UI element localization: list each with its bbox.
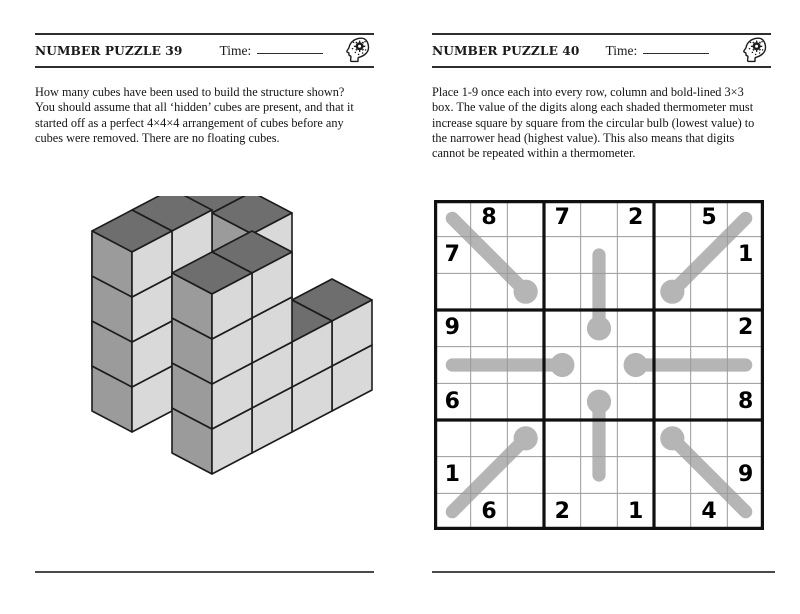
sudoku-empty-cell[interactable] [507, 273, 544, 310]
sudoku-digit: 5 [701, 205, 717, 231]
sudoku-empty-cell[interactable] [471, 273, 508, 310]
sudoku-given-cell[interactable] [691, 200, 728, 237]
sudoku-empty-cell[interactable] [654, 347, 691, 384]
sudoku-empty-cell[interactable] [544, 237, 581, 274]
sudoku-empty-cell[interactable] [434, 347, 471, 384]
sudoku-given-cell[interactable] [434, 310, 471, 347]
sudoku-empty-cell[interactable] [691, 457, 728, 494]
sudoku-given-cell[interactable] [727, 383, 764, 420]
sudoku-empty-cell[interactable] [507, 420, 544, 457]
sudoku-empty-cell[interactable] [544, 420, 581, 457]
sudoku-empty-cell[interactable] [507, 493, 544, 530]
footer-rule-left [35, 571, 374, 573]
puzzle-panel-right [400, 0, 800, 614]
time-label: Time: [219, 42, 252, 58]
time-label-right: Time: [605, 42, 638, 58]
sudoku-given-cell[interactable] [544, 493, 581, 530]
sudoku-empty-cell[interactable] [654, 457, 691, 494]
sudoku-empty-cell[interactable] [581, 493, 618, 530]
sudoku-digit: 9 [738, 461, 754, 487]
sudoku-given-cell[interactable] [727, 237, 764, 274]
sudoku-empty-cell[interactable] [507, 383, 544, 420]
sudoku-empty-cell[interactable] [654, 383, 691, 420]
cube-structure-figure [32, 196, 392, 541]
sudoku-empty-cell[interactable] [581, 310, 618, 347]
sudoku-digit: 7 [554, 205, 570, 231]
sudoku-empty-cell[interactable] [654, 237, 691, 274]
sudoku-empty-cell[interactable] [727, 493, 764, 530]
footer-rule-right [432, 571, 775, 573]
sudoku-empty-cell[interactable] [581, 200, 618, 237]
sudoku-digit: 1 [738, 241, 754, 267]
sudoku-empty-cell[interactable] [581, 237, 618, 274]
sudoku-empty-cell[interactable] [727, 420, 764, 457]
sudoku-empty-cell[interactable] [654, 273, 691, 310]
sudoku-puzzle[interactable] [434, 200, 764, 530]
sudoku-given-cell[interactable] [434, 237, 471, 274]
time-entry-left [219, 43, 323, 59]
sudoku-empty-cell[interactable] [617, 273, 654, 310]
sudoku-empty-cell[interactable] [471, 383, 508, 420]
sudoku-empty-cell[interactable] [617, 237, 654, 274]
sudoku-digit: 6 [444, 388, 460, 414]
instructions-right: Place 1-9 once each into every row, column and bold-lined 3×3 box. The value of the digits along each shaded thermometer must increase square by square from the circular bulb (lowest value) to the narrower head (highest value). This also means that digits cannot be repeated within a thermometer. [432, 85, 755, 161]
sudoku-given-cell[interactable] [727, 457, 764, 494]
puzzle-header-right [432, 33, 771, 68]
sudoku-empty-cell[interactable] [654, 493, 691, 530]
sudoku-empty-cell[interactable] [617, 457, 654, 494]
sudoku-empty-cell[interactable] [691, 237, 728, 274]
sudoku-empty-cell[interactable] [434, 420, 471, 457]
sudoku-empty-cell[interactable] [471, 420, 508, 457]
sudoku-empty-cell[interactable] [617, 383, 654, 420]
sudoku-given-cell[interactable] [727, 310, 764, 347]
sudoku-digit: 7 [444, 241, 460, 267]
sudoku-empty-cell[interactable] [471, 347, 508, 384]
sudoku-digit: 1 [444, 461, 460, 487]
sudoku-given-cell[interactable] [617, 200, 654, 237]
sudoku-given-cell[interactable] [471, 493, 508, 530]
sudoku-empty-cell[interactable] [691, 420, 728, 457]
sudoku-empty-cell[interactable] [727, 347, 764, 384]
sudoku-digit: 2 [738, 315, 754, 341]
sudoku-empty-cell[interactable] [544, 347, 581, 384]
time-write-line-right[interactable] [643, 53, 709, 54]
sudoku-empty-cell[interactable] [471, 457, 508, 494]
brain-head-gear-icon-right [741, 36, 771, 65]
sudoku-empty-cell[interactable] [507, 347, 544, 384]
sudoku-empty-cell[interactable] [434, 200, 471, 237]
sudoku-empty-cell[interactable] [507, 200, 544, 237]
sudoku-cell-grid[interactable] [434, 200, 764, 530]
time-entry-right [605, 43, 709, 59]
sudoku-empty-cell[interactable] [581, 273, 618, 310]
sudoku-empty-cell[interactable] [544, 383, 581, 420]
sudoku-empty-cell[interactable] [617, 420, 654, 457]
sudoku-empty-cell[interactable] [471, 237, 508, 274]
sudoku-empty-cell[interactable] [691, 347, 728, 384]
sudoku-digit: 8 [481, 205, 497, 231]
sudoku-given-cell[interactable] [691, 493, 728, 530]
sudoku-digit: 9 [444, 315, 460, 341]
sudoku-empty-cell[interactable] [654, 310, 691, 347]
sudoku-empty-cell[interactable] [727, 200, 764, 237]
sudoku-empty-cell[interactable] [581, 457, 618, 494]
sudoku-empty-cell[interactable] [544, 273, 581, 310]
sudoku-empty-cell[interactable] [617, 347, 654, 384]
sudoku-digit: 4 [701, 498, 717, 524]
sudoku-given-cell[interactable] [617, 493, 654, 530]
sudoku-empty-cell[interactable] [507, 237, 544, 274]
sudoku-empty-cell[interactable] [617, 310, 654, 347]
sudoku-digit: 1 [628, 498, 644, 524]
sudoku-empty-cell[interactable] [544, 457, 581, 494]
sudoku-empty-cell[interactable] [691, 273, 728, 310]
sudoku-digit: 6 [481, 498, 497, 524]
sudoku-empty-cell[interactable] [507, 310, 544, 347]
sudoku-empty-cell[interactable] [727, 273, 764, 310]
sudoku-empty-cell[interactable] [654, 420, 691, 457]
sudoku-empty-cell[interactable] [471, 310, 508, 347]
page-title: NUMBER PUZZLE 39 [35, 43, 183, 58]
sudoku-given-cell[interactable] [471, 200, 508, 237]
sudoku-empty-cell[interactable] [581, 420, 618, 457]
sudoku-empty-cell[interactable] [691, 310, 728, 347]
time-write-line[interactable] [257, 53, 323, 54]
sudoku-empty-cell[interactable] [691, 383, 728, 420]
sudoku-digit: 2 [554, 498, 570, 524]
sudoku-given-cell[interactable] [544, 200, 581, 237]
sudoku-given-cell[interactable] [434, 457, 471, 494]
instructions-left: How many cubes have been used to build the structure shown? You should assume that all ‘hidden’ cubes are present, and that it started off as a perfect 4×4×4 arrangement of cubes before any cubes were removed. There are no floating cubes. [35, 85, 354, 145]
sudoku-digit: 8 [738, 388, 754, 414]
sudoku-empty-cell[interactable] [507, 457, 544, 494]
brain-head-gear-icon [344, 36, 374, 65]
page-title-right: NUMBER PUZZLE 40 [432, 43, 580, 58]
sudoku-empty-cell[interactable] [581, 383, 618, 420]
sudoku-empty-cell[interactable] [434, 493, 471, 530]
isometric-cube-svg [32, 196, 392, 541]
sudoku-empty-cell[interactable] [654, 200, 691, 237]
sudoku-empty-cell[interactable] [434, 273, 471, 310]
sudoku-given-cell[interactable] [434, 383, 471, 420]
sudoku-empty-cell[interactable] [544, 310, 581, 347]
sudoku-empty-cell[interactable] [581, 347, 618, 384]
puzzle-header-left [35, 33, 374, 68]
sudoku-digit: 2 [628, 205, 644, 231]
